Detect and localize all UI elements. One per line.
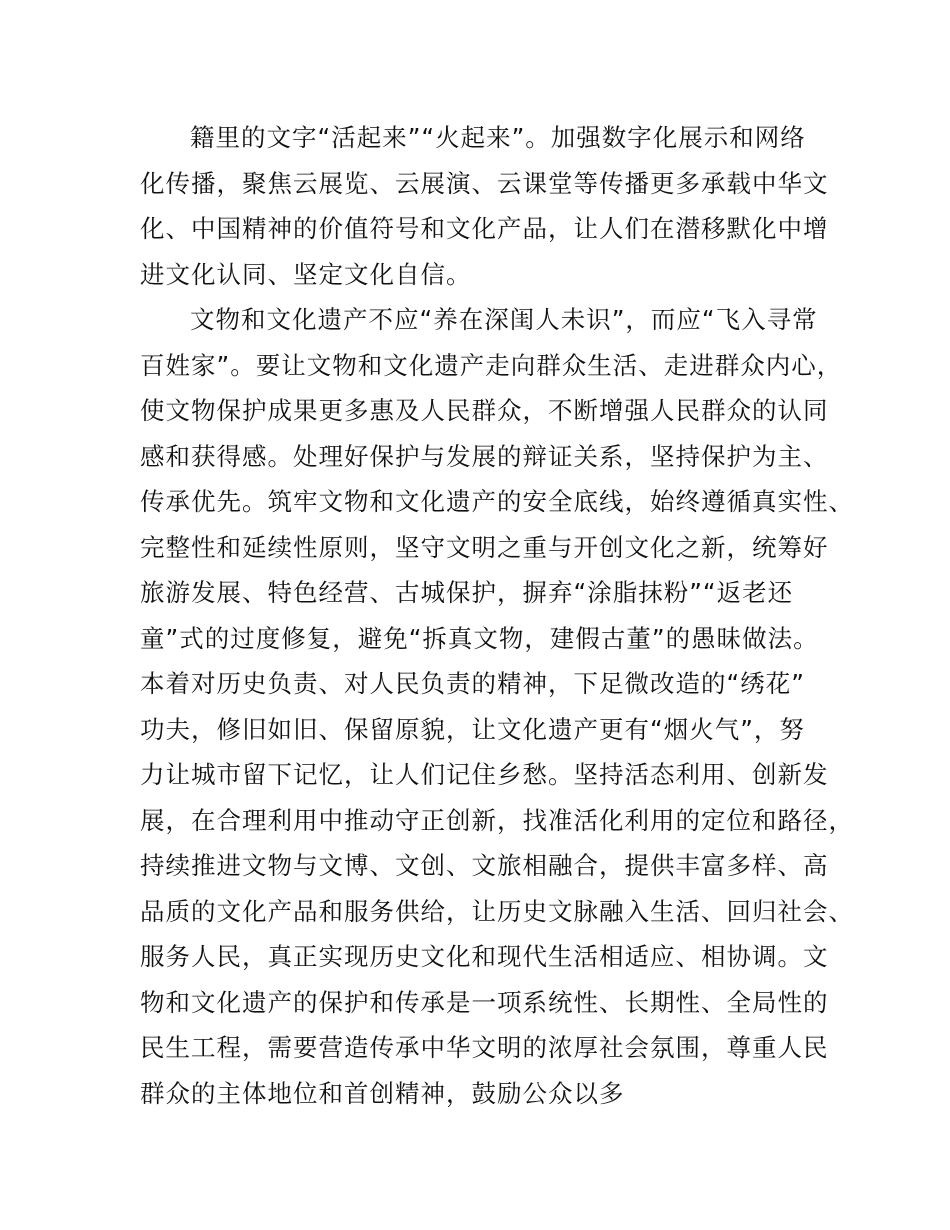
- paragraph-2-line-14: 品质的文化产品和服务供给，让历史文脉融入生活、回归社会、: [140, 896, 854, 926]
- paragraph-2-line-15: 服务人民，真正实现历史文化和现代生活相适应、相协调。文: [140, 942, 829, 971]
- paragraph-2-line-1: 文物和文化遗产不应“养在深闺人未识”，而应“飞入寻常: [190, 305, 818, 334]
- paragraph-2: [140, 297, 854, 1116]
- paragraph-2-line-9: 本着对历史负责、对人民负责的精神，下足微改造的“绣花”: [140, 669, 805, 698]
- paragraph-1-line-1: 籍里的文字“活起来”“火起来”。加强数字化展示和网络: [190, 123, 806, 152]
- paragraph-1-line-3: 化、中国精神的价值符号和文化产品，让人们在潜移默化中增: [140, 214, 829, 243]
- paragraph-2-line-5: 传承优先。筑牢文物和文化遗产的安全底线，始终遵循真实性、: [140, 487, 854, 516]
- paragraph-1-line-2: 化传播，聚焦云展览、云展演、云课堂等传播更多承载中华文: [140, 168, 829, 198]
- paragraph-2-line-13: 持续推进文物与文博、文创、文旅相融合，提供丰富多样、高: [140, 851, 829, 880]
- paragraph-1-line-4: 进文化认同、坚定文化自信。: [140, 259, 472, 289]
- paragraph-2-line-16: 物和文化遗产的保护和传承是一项系统性、长期性、全局性的: [140, 987, 829, 1017]
- paragraph-2-line-4: 感和获得感。处理好保护与发展的辩证关系，坚持保护为主、: [140, 441, 829, 471]
- paragraph-2-line-18: 群众的主体地位和首创精神，鼓励公众以多: [140, 1078, 625, 1108]
- paragraph-2-line-2: 百姓家”。要让文物和文化遗产走向群众生活、走进群众内心，: [140, 350, 843, 380]
- paragraph-1: [140, 115, 840, 297]
- paragraph-2-line-7: 旅游发展、特色经营、古城保护，摒弃“涂脂抹粉”“返老还: [140, 578, 794, 607]
- paragraph-2-line-3: 使文物保护成果更多惠及人民群众，不断增强人民群众的认同: [140, 396, 829, 425]
- paragraph-2-line-8: 童”式的过度修复，避免“拆真文物，建假古董”的愚昧做法。: [140, 623, 819, 653]
- paragraph-2-line-12: 展，在合理利用中推动守正创新，找准活化利用的定位和路径，: [140, 805, 854, 835]
- paragraph-2-line-6: 完整性和延续性原则，坚守文明之重与开创文化之新，统筹好: [140, 532, 829, 562]
- paragraph-2-line-10: 功夫，修旧如旧、保留原貌，让文化遗产更有“烟火气”，努: [140, 714, 805, 744]
- paragraph-2-line-17: 民生工程，需要营造传承中华文明的浓厚社会氛围，尊重人民: [140, 1033, 829, 1062]
- paragraph-2-line-11: 力让城市留下记忆，让人们记住乡愁。坚持活态利用、创新发: [140, 760, 829, 789]
